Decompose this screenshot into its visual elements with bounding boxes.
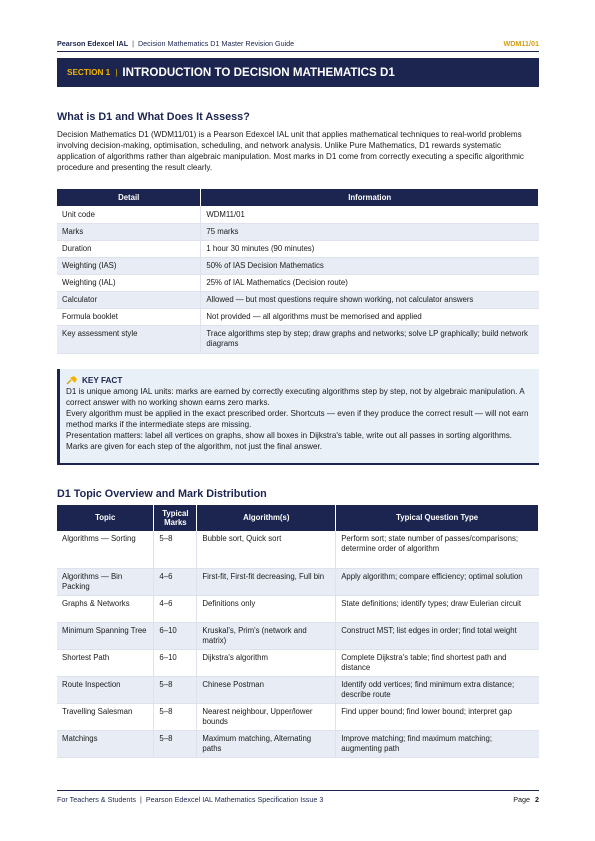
detail-cell-value: 1 hour 30 minutes (90 minutes) bbox=[201, 240, 539, 257]
detail-cell-value: 75 marks bbox=[201, 223, 539, 240]
topic-header-question-type: Typical Question Type bbox=[336, 505, 539, 531]
marks-cell: 4–6 bbox=[154, 595, 197, 622]
marks-cell: 5–8 bbox=[154, 676, 197, 703]
table-row bbox=[57, 730, 539, 757]
marks-cell: 4–6 bbox=[154, 568, 197, 595]
footer-spec: Pearson Edexcel IAL Mathematics Specification Issue 3 bbox=[145, 795, 324, 804]
page-number bbox=[513, 795, 539, 804]
what-is-paragraph: Decision Mathematics D1 (WDM11/01) is a Pearson Edexcel IAL unit that applies mathematical techniques to real-world problems involving decision-making, optimisation, scheduling, and network analysis. Unlike Pure Mathematics, D1 rewards systematic application of algorithms rather than algebraic manipulation. Most marks in D1 come from correctly executing a specific algorithmic procedure and presenting the result clearly. bbox=[57, 130, 524, 172]
running-header bbox=[57, 38, 539, 49]
detail-cell-label: Marks bbox=[57, 223, 201, 240]
topic-cell: Algorithms — Sorting bbox=[57, 531, 154, 568]
section-number: SECTION 1 bbox=[67, 68, 111, 77]
key-fact-paragraph: D1 is unique among IAL units: marks are earned by correctly executing algorithms step by step, not by algebraic manipulation. A correct answer with no working shown earns zero marks. bbox=[66, 387, 525, 407]
table-row bbox=[57, 223, 539, 240]
algorithm-cell: Dijkstra's algorithm bbox=[197, 649, 336, 676]
topic-cell: Shortest Path bbox=[57, 649, 154, 676]
header-brand: Pearson Edexcel IAL bbox=[57, 39, 129, 48]
detail-cell-label: Weighting (IAS) bbox=[57, 257, 201, 274]
detail-cell-label: Key assessment style bbox=[57, 325, 201, 353]
page-footer bbox=[57, 795, 539, 804]
topic-overview-heading: D1 Topic Overview and Mark Distribution bbox=[57, 488, 267, 500]
question-type-cell: Apply algorithm; compare efficiency; optimal solution bbox=[336, 568, 539, 595]
algorithm-cell: Nearest neighbour, Upper/lower bounds bbox=[197, 703, 336, 730]
table-row bbox=[57, 568, 539, 595]
key-fact-paragraph: Every algorithm must be applied in the exact prescribed order. Shortcuts — even if they produce the correct result — will not earn method marks if the intermediate steps are missing. bbox=[66, 409, 529, 429]
what-is-heading: What is D1 and What Does It Assess? bbox=[57, 111, 250, 123]
marks-cell: 5–8 bbox=[154, 531, 197, 568]
question-type-cell: Complete Dijkstra's table; find shortest path and distance bbox=[336, 649, 539, 676]
algorithm-cell: Maximum matching, Alternating paths bbox=[197, 730, 336, 757]
section-separator: | bbox=[115, 68, 118, 77]
topic-table-header bbox=[57, 505, 539, 531]
topic-table bbox=[57, 505, 539, 758]
question-type-cell: Perform sort; state number of passes/comparisons; determine order of algorithm bbox=[336, 531, 539, 568]
topic-cell: Graphs & Networks bbox=[57, 595, 154, 622]
algorithm-cell: Definitions only bbox=[197, 595, 336, 622]
header-guide-title: Decision Mathematics D1 Master Revision Guide bbox=[137, 39, 295, 48]
topic-header-topic: Topic bbox=[57, 505, 154, 531]
table-row bbox=[57, 257, 539, 274]
header-separator: | bbox=[132, 39, 134, 48]
question-type-cell: Find upper bound; find lower bound; interpret gap bbox=[336, 703, 539, 730]
topic-cell: Minimum Spanning Tree bbox=[57, 622, 154, 649]
table-row bbox=[57, 206, 539, 223]
question-type-cell: Construct MST; list edges in order; find total weight bbox=[336, 622, 539, 649]
key-fact-title: KEY FACT bbox=[82, 375, 123, 385]
marks-cell: 6–10 bbox=[154, 622, 197, 649]
detail-header-detail: Detail bbox=[57, 189, 201, 206]
algorithm-cell: Bubble sort, Quick sort bbox=[197, 531, 336, 568]
table-row bbox=[57, 703, 539, 730]
detail-cell-value: Allowed — but most questions require shown working, not calculator answers bbox=[201, 291, 539, 308]
detail-cell-value: WDM11/01 bbox=[201, 206, 539, 223]
table-row bbox=[57, 274, 539, 291]
footer-separator: | bbox=[139, 795, 142, 804]
detail-cell-label: Unit code bbox=[57, 206, 201, 223]
question-type-cell: Identify odd vertices; find minimum extra distance; describe route bbox=[336, 676, 539, 703]
key-fact-paragraph: Presentation matters: label all vertices on graphs, show all boxes in Dijkstra's table, write out all passes in sorting algorithms. Marks are given for each step of the algorithm, not just the final answer. bbox=[66, 431, 513, 451]
header-rule bbox=[57, 51, 539, 52]
algorithm-cell: First-fit, First-fit decreasing, Full bin bbox=[197, 568, 336, 595]
page-label: Page bbox=[513, 795, 530, 804]
table-row bbox=[57, 676, 539, 703]
table-row bbox=[57, 595, 539, 622]
detail-cell-value: Trace algorithms step by step; draw graphs and networks; solve LP graphically; build network diagrams bbox=[201, 325, 539, 353]
detail-cell-label: Duration bbox=[57, 240, 201, 257]
pin-icon bbox=[66, 375, 78, 385]
topic-cell: Matchings bbox=[57, 730, 154, 757]
detail-table-header bbox=[57, 189, 539, 206]
footer-audience: For Teachers & Students bbox=[57, 795, 136, 804]
topic-header-marks: Typical Marks bbox=[154, 505, 197, 531]
table-row bbox=[57, 649, 539, 676]
marks-cell: 5–8 bbox=[154, 730, 197, 757]
key-fact-header bbox=[66, 374, 533, 386]
topic-cell: Travelling Salesman bbox=[57, 703, 154, 730]
section-banner bbox=[57, 58, 539, 87]
detail-cell-label: Formula booklet bbox=[57, 308, 201, 325]
detail-cell-value: 50% of IAS Decision Mathematics bbox=[201, 257, 539, 274]
marks-cell: 6–10 bbox=[154, 649, 197, 676]
table-row bbox=[57, 531, 539, 568]
question-type-cell: State definitions; identify types; draw Eulerian circuit bbox=[336, 595, 539, 622]
detail-cell-value: Not provided — all algorithms must be memorised and applied bbox=[201, 308, 539, 325]
topic-cell: Algorithms — Bin Packing bbox=[57, 568, 154, 595]
detail-cell-label: Weighting (IAL) bbox=[57, 274, 201, 291]
table-row bbox=[57, 240, 539, 257]
question-type-cell: Improve matching; find maximum matching; augmenting path bbox=[336, 730, 539, 757]
detail-cell-label: Calculator bbox=[57, 291, 201, 308]
detail-header-information: Information bbox=[201, 189, 539, 206]
algorithm-cell: Chinese Postman bbox=[197, 676, 336, 703]
table-row bbox=[57, 308, 539, 325]
section-title: INTRODUCTION TO DECISION MATHEMATICS D1 bbox=[122, 66, 395, 79]
marks-cell: 5–8 bbox=[154, 703, 197, 730]
table-row bbox=[57, 622, 539, 649]
topic-cell: Route Inspection bbox=[57, 676, 154, 703]
detail-cell-value: 25% of IAL Mathematics (Decision route) bbox=[201, 274, 539, 291]
header-unit-code: WDM11/01 bbox=[503, 39, 539, 48]
page-number-value: 2 bbox=[535, 795, 539, 804]
table-row bbox=[57, 325, 539, 353]
key-fact-box bbox=[57, 369, 539, 465]
topic-header-algorithms: Algorithm(s) bbox=[197, 505, 336, 531]
algorithm-cell: Kruskal's, Prim's (network and matrix) bbox=[197, 622, 336, 649]
footer-rule bbox=[57, 790, 539, 791]
table-row bbox=[57, 291, 539, 308]
detail-table bbox=[57, 189, 539, 354]
